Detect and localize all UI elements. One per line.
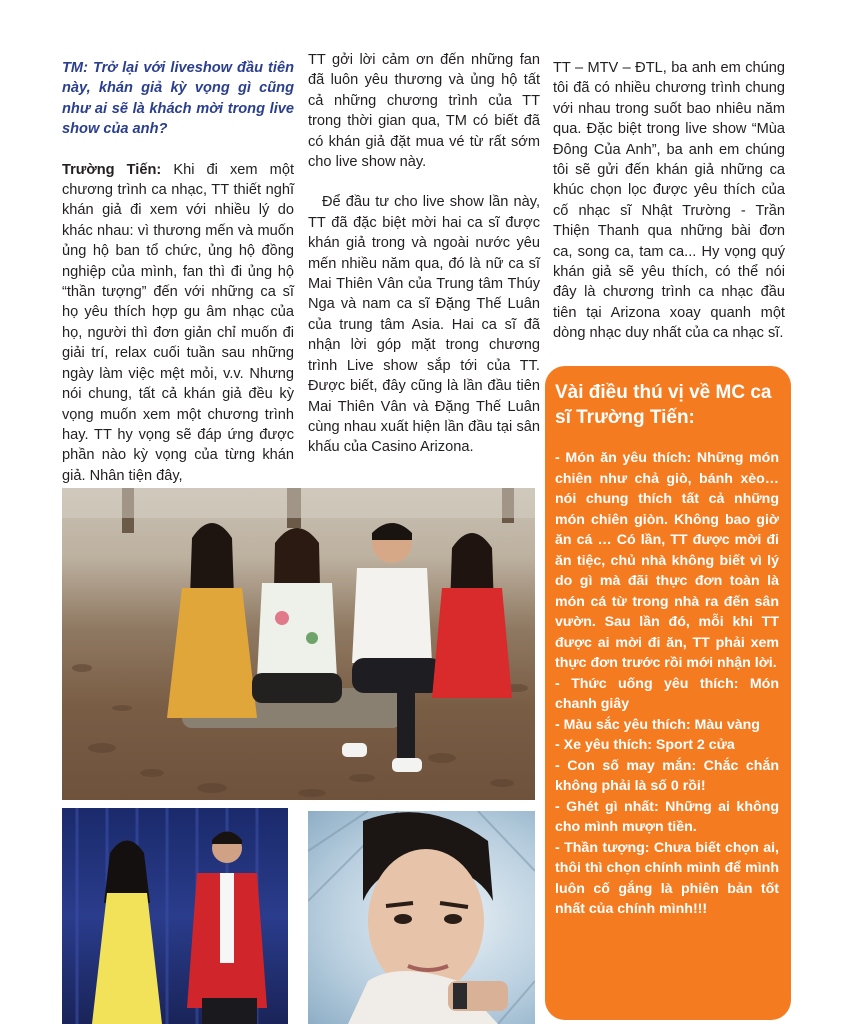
- stage-photo: [62, 808, 288, 1024]
- fact-favorite-color: - Màu sắc yêu thích: Màu vàng: [555, 716, 760, 733]
- portrait-photo-illustration: [308, 811, 535, 1024]
- article-column-2: [308, 50, 540, 458]
- family-photo-illustration: [62, 488, 535, 800]
- stage-photo-illustration: [62, 808, 288, 1024]
- fact-lucky-number: - Con số may mắn: Chắc chắn không phải là số 0 rồi!: [555, 757, 779, 794]
- fact-idol: - Thần tượng: Chưa biết chọn ai, thôi thì chọn chính mình để mình luôn cố gắng là phiên bản tốt nhất của chính mình!!!: [555, 839, 779, 917]
- answer-text: Khi đi xem một chương trình ca nhạc, TT thiết nghĩ khán giả đi xem với nhiều lý do khác nhau: vì thương mến và muốn ủng hộ ban tổ chức, ủng hộ đồng nghiệp của mình, fan thì đi ủng hộ “thần tượng” đến với những ca sĩ họ yêu thích hợp gu âm nhạc của họ, người thì đơn giản chỉ muốn đi giải trí, relax cuối tuần sau những ngày làm việc mệt mỏi, v.v. Nhưng nói chung, tất cả khán giả đều kỳ vọng muốn xem một chương trình hay. TT hy vọng sẽ đáp ứng được phần nào kỳ vọng của từng khán giả. Nhân tiện đây,: [62, 161, 294, 484]
- fun-facts-box: [545, 366, 791, 1020]
- family-photo: [62, 488, 535, 800]
- fact-favorite-car: - Xe yêu thích: Sport 2 cửa: [555, 737, 735, 753]
- answer-speaker: Trường Tiến:: [62, 161, 162, 178]
- fun-facts-title: Vài điều thú vị về MC ca sĩ Trường Tiến:: [555, 382, 772, 428]
- answer-paragraph-2: TT gởi lời cảm ơn đến những fan đã luôn yêu thương và ủng hộ tất cả những chương trình của TT trong thời gian qua, TM có biết đã có khán giả đặt mua vé từ rất sớm cho live show này.: [308, 52, 540, 171]
- article-column-1: [62, 58, 294, 486]
- fact-favorite-food: - Món ăn yêu thích: Những món chiên như chả giò, bánh xèo… nói chung thích tất cả những món chiên giòn. Không bao giờ ăn cá … Có lần, TT được mời đi ăn tiệc, chủ nhà không biết vì lý do gì mà đãi thực đơn toàn là món cá từ trong nhà ra đến sân vườn. Sau lần đó, mỗi khi TT được ai mời đi ăn, TT phải xem thực đơn trước rồi mới nhận lời.: [555, 450, 779, 671]
- fact-favorite-drink: - Thức uống yêu thích: Món chanh giây: [555, 675, 779, 712]
- article-column-3: [553, 58, 785, 344]
- fact-dislike: - Ghét gì nhất: Những ai không cho mình mượn tiền.: [555, 798, 779, 835]
- answer-paragraph-1: [62, 160, 294, 487]
- interview-question: TM: Trở lại với liveshow đầu tiên này, khán giả kỳ vọng gì cũng như ai sẽ là khách mời trong live show của anh?: [62, 60, 294, 138]
- portrait-photo: [308, 811, 535, 1024]
- answer-paragraph-4: TT – MTV – ĐTL, ba anh em chúng tôi đã có nhiều chương trình chung với nhau trong suốt bao nhiêu năm qua. Đặc biệt trong live show “Mùa Đông Của Anh”, ba anh em chúng tôi sẽ gửi đến khán giả những ca khúc chọn lọc được yêu thích của cố nhạc sĩ Nhật Trường - Trần Thiện Thanh qua những bài đơn ca, song ca, tam ca... Hy vọng quý khán giả sẽ yêu thích, có thể nói đây là chương trình ca nhạc đầu tiên tại Arizona xoay quanh một dòng nhạc duy nhất của ca nhạc sĩ.: [553, 60, 785, 342]
- answer-paragraph-3: Để đầu tư cho live show lần này, TT đã đặc biệt mời hai ca sĩ được khán giả trong và ngoài nước yêu mến nhiều năm qua, đó là nữ ca sĩ Mai Thiên Vân của Trung tâm Thúy Nga và nam ca sĩ Đặng Thế Luân của trung tâm Asia. Hai ca sĩ đã nhận lời góp mặt trong chương trình Live show sắp tới của TT. Được biết, đây cũng là lần đầu tiên Mai Thiên Vân và Đặng Thế Luân cùng nhau xuất hiện lần đầu tại sân khấu của Casino Arizona.: [308, 194, 540, 456]
